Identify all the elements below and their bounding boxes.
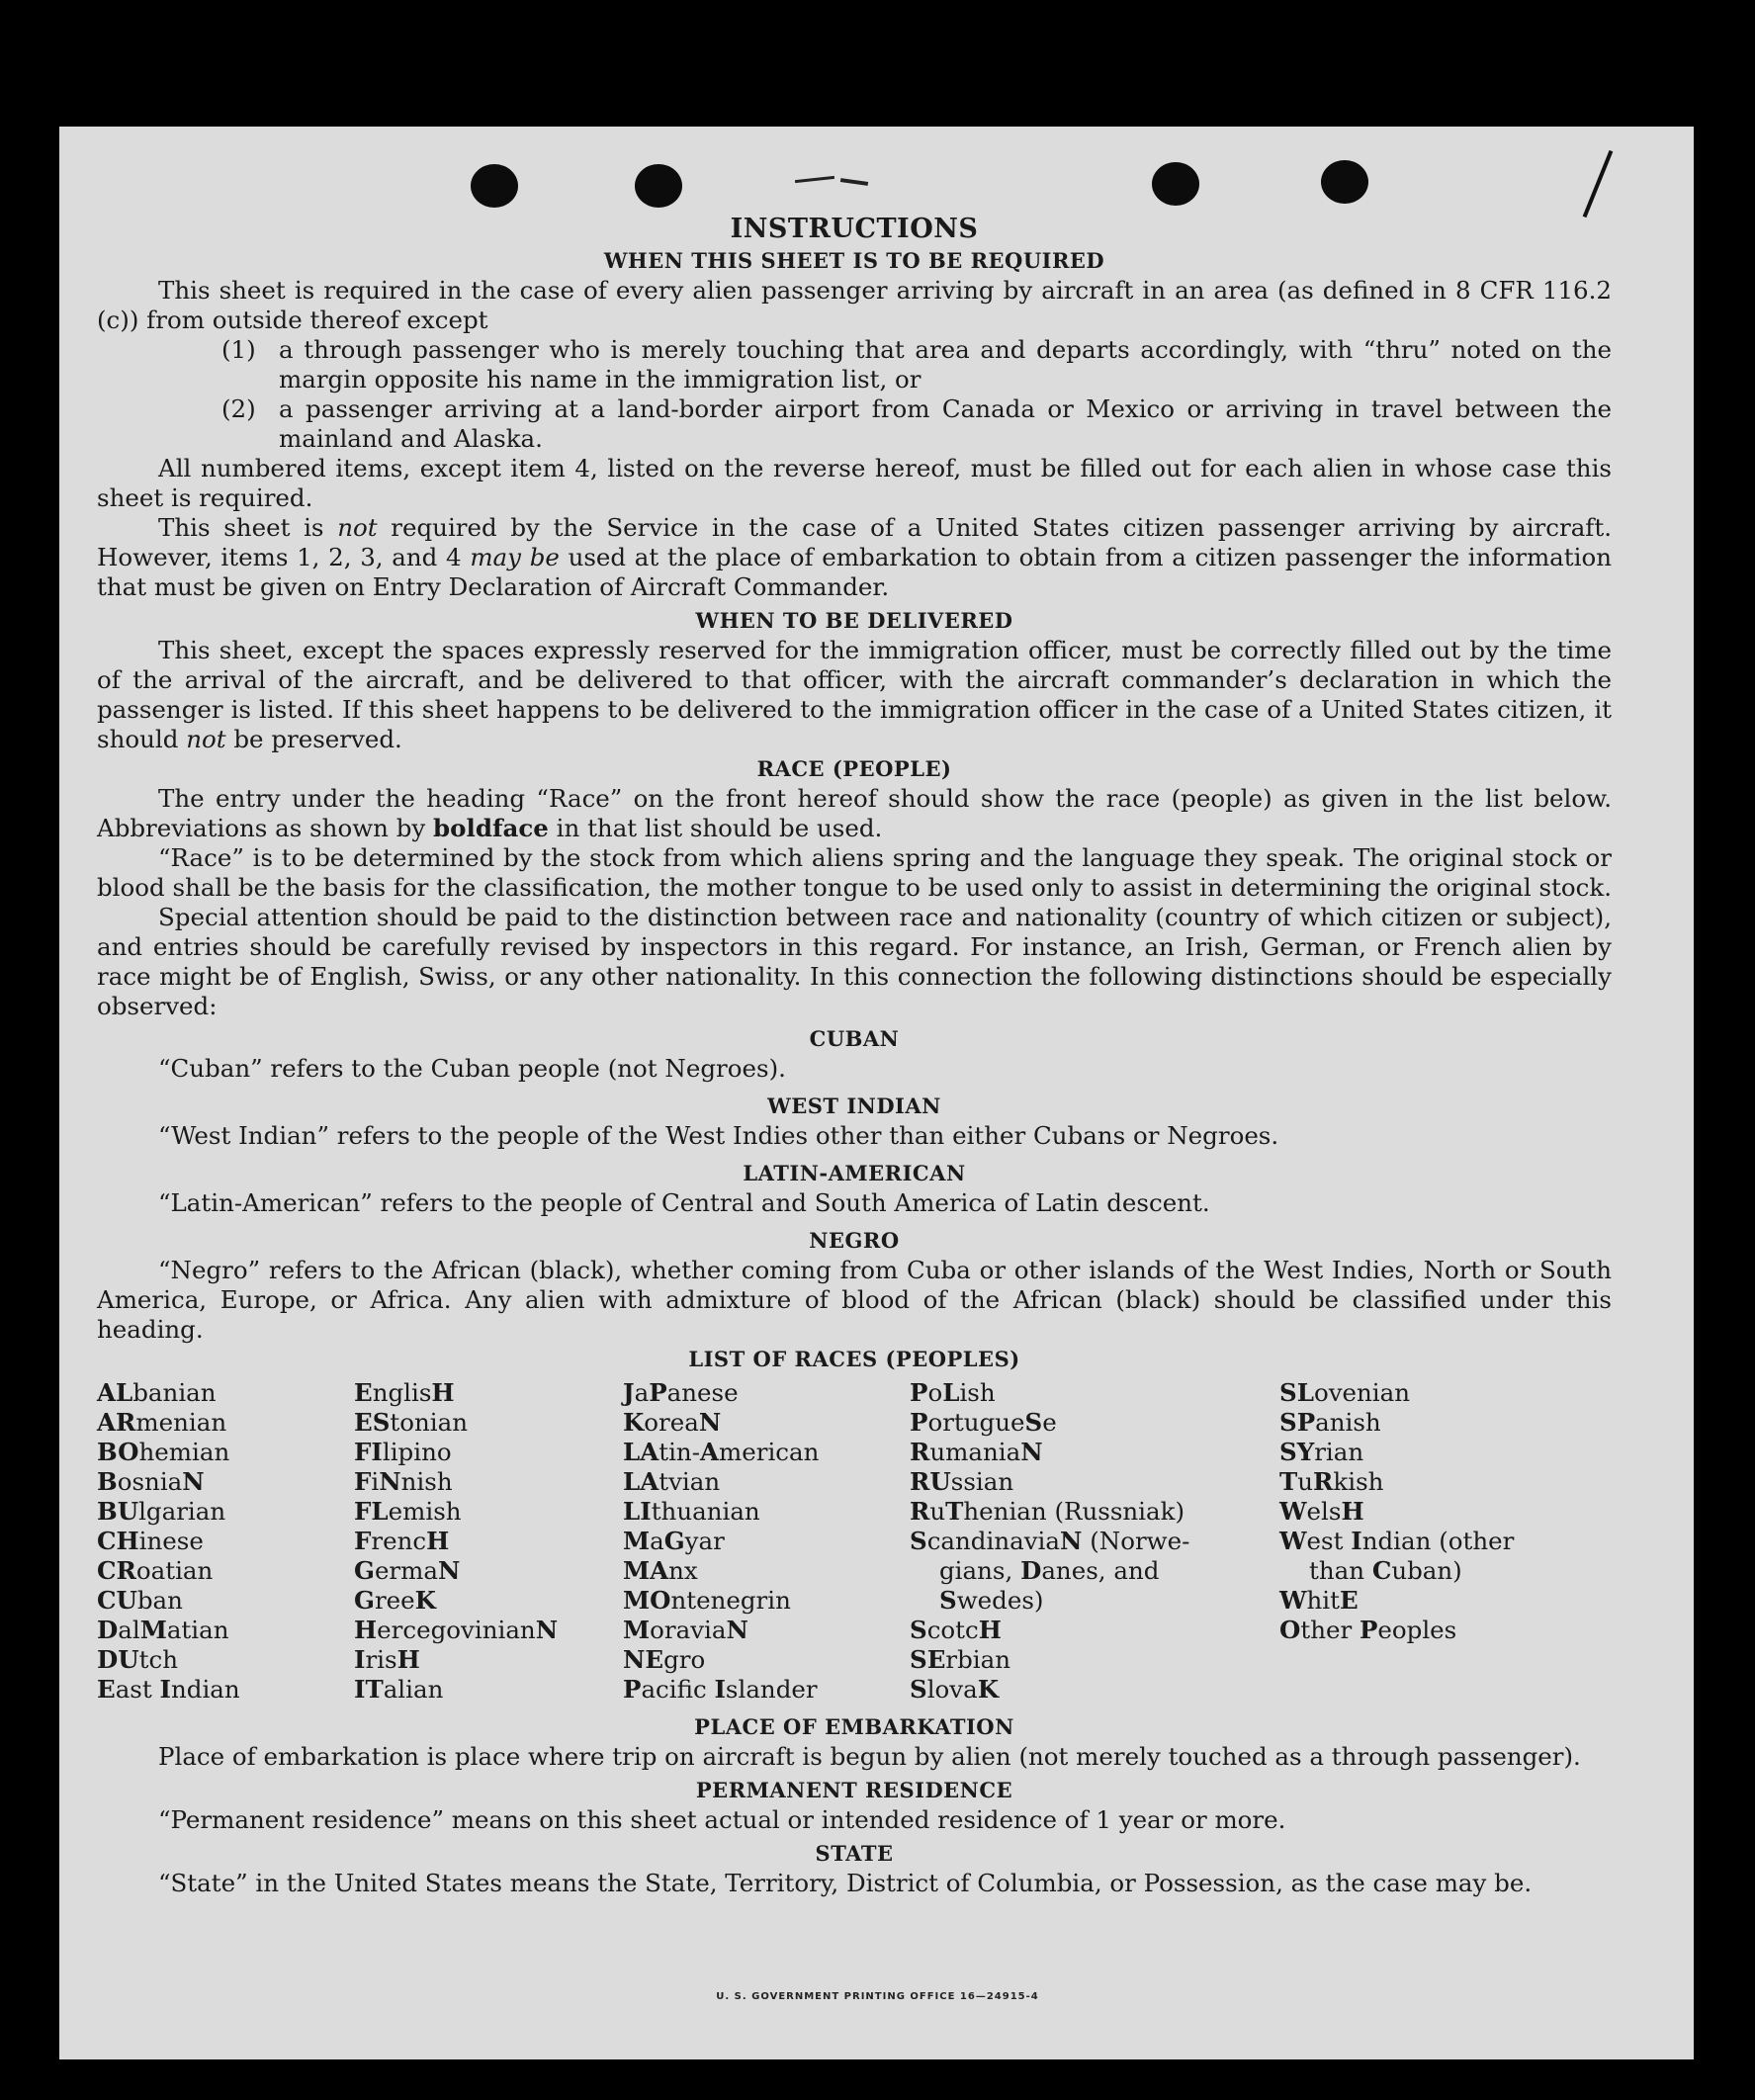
race-entry: HercegovinianN bbox=[354, 1616, 559, 1644]
page-title: INSTRUCTIONS bbox=[730, 214, 979, 244]
list-item: (1) a through passenger who is merely touching that area and departs accordingly, with “thru” noted on the margin opposite his name in the immigration list, or bbox=[221, 335, 1612, 394]
race-entry: MOntenegrin bbox=[623, 1586, 791, 1615]
punch-hole bbox=[1321, 160, 1368, 204]
race-entry: SlovaK bbox=[910, 1675, 1000, 1704]
race-entry: LAtvian bbox=[623, 1467, 721, 1496]
race-entry: MaGyar bbox=[623, 1527, 725, 1555]
paragraph: All numbered items, except item 4, listed on the reverse hereof, must be filled out for each alien in whose case this sheet is required. bbox=[97, 454, 1612, 512]
race-entry: FIlipino bbox=[354, 1438, 452, 1466]
race-entry: NEgro bbox=[623, 1645, 706, 1674]
section-heading: WEST INDIAN bbox=[767, 1094, 941, 1118]
race-entry: ITalian bbox=[354, 1675, 444, 1704]
paragraph: Place of embarkation is place where trip on aircraft is begun by alien (not merely touched as a through passenger). bbox=[158, 1742, 1581, 1771]
race-entry: RumaniaN bbox=[910, 1438, 1043, 1466]
definition: “West Indian” refers to the people of the West Indies other than either Cubans or Negroes. bbox=[158, 1121, 1279, 1150]
race-entry: JaPanese bbox=[623, 1378, 739, 1407]
race-entry: West Indian (other bbox=[1279, 1527, 1515, 1555]
list-item: (2) a passenger arriving at a land-border airport from Canada or Mexico or arriving in travel between the mainland and Alaska. bbox=[221, 394, 1612, 453]
race-entry: SYrian bbox=[1279, 1438, 1364, 1466]
paragraph: “State” in the United States means the State, Territory, District of Columbia, or Possession, as the case may be. bbox=[158, 1869, 1533, 1897]
instructions-body bbox=[97, 213, 1612, 1898]
definition: “Latin-American” refers to the people of Central and South America of Latin descent. bbox=[158, 1188, 1210, 1217]
race-entry: PortugueSe bbox=[910, 1408, 1057, 1437]
race-column bbox=[97, 1378, 354, 1705]
section-heading: PERMANENT RESIDENCE bbox=[695, 1778, 1013, 1802]
race-entry: DalMatian bbox=[97, 1616, 229, 1644]
race-entry: FiNnish bbox=[354, 1467, 453, 1496]
race-entry: CUban bbox=[97, 1586, 183, 1615]
section-heading: PLACE OF EMBARKATION bbox=[694, 1714, 1014, 1739]
race-entry: MAnx bbox=[623, 1556, 698, 1585]
section-heading: CUBAN bbox=[809, 1026, 900, 1051]
race-entry: IrisH bbox=[354, 1645, 420, 1674]
punch-hole bbox=[471, 164, 518, 208]
race-entry: SLovenian bbox=[1279, 1378, 1411, 1407]
race-entry: ALbanian bbox=[97, 1378, 217, 1407]
race-entry: gians, Danes, and bbox=[939, 1556, 1160, 1585]
paragraph: Special attention should be paid to the distinction between race and nationality (country of which citizen or subject), and entries should be carefully revised by inspectors in this regard. For instance, an Irish, German, or French alien by race might be of English, Swiss, or any other nationality. In this connection the following distinctions should be especially observed: bbox=[97, 903, 1612, 1020]
race-list bbox=[97, 1378, 1612, 1705]
paragraph: This sheet is not required by the Service in the case of a United States citizen passenger arriving by aircraft. However, items 1, 2, 3, and 4 may be used at the place of embarkation to obtain from a citizen passenger the information that must be given on Entry Declaration of Aircraft Commander. bbox=[97, 513, 1613, 601]
section-heading: RACE (PEOPLE) bbox=[756, 756, 952, 781]
race-entry: MoraviaN bbox=[623, 1616, 748, 1644]
race-entry: GermaN bbox=[354, 1556, 461, 1585]
race-entry: KoreaN bbox=[623, 1408, 722, 1437]
race-entry: BosniaN bbox=[97, 1467, 205, 1496]
paragraph: “Negro” refers to the African (black), whether coming from Cuba or other islands of the West Indies, North or South America, Europe, or Africa. Any alien with admixture of blood of the African (black) should be classified under this heading. bbox=[97, 1256, 1612, 1344]
race-entry: CHinese bbox=[97, 1527, 204, 1555]
race-entry: SErbian bbox=[910, 1645, 1011, 1674]
race-entry: BUlgarian bbox=[97, 1497, 226, 1526]
race-entry: WhitE bbox=[1279, 1586, 1359, 1615]
punch-hole bbox=[1152, 162, 1199, 206]
race-entry: ScandinaviaN (Norwe- bbox=[910, 1527, 1190, 1555]
paragraph: “Race” is to be determined by the stock from which aliens spring and the language they speak. The original stock or blood shall be the basis for the classification, the mother tongue to be used only to assist in determining the original stock. bbox=[97, 843, 1613, 902]
race-entry: LAtin-American bbox=[623, 1438, 820, 1466]
definition: “Cuban” refers to the Cuban people (not Negroes). bbox=[158, 1054, 786, 1083]
section-heading: STATE bbox=[815, 1841, 894, 1866]
race-entry: ScotcH bbox=[910, 1616, 1002, 1644]
race-entry: PoLish bbox=[910, 1378, 996, 1407]
section-heading: WHEN THIS SHEET IS TO BE REQUIRED bbox=[603, 248, 1105, 273]
definition: “Permanent residence” means on this sheet actual or intended residence of 1 year or more. bbox=[158, 1805, 1286, 1834]
section-heading: LIST OF RACES (PEOPLES) bbox=[688, 1347, 1020, 1371]
race-entry: East Indian bbox=[97, 1675, 240, 1704]
ink-mark bbox=[795, 176, 834, 183]
race-column bbox=[354, 1378, 623, 1705]
race-column bbox=[1279, 1378, 1576, 1705]
race-entry: EnglisH bbox=[354, 1378, 455, 1407]
race-entry: DUtch bbox=[97, 1645, 178, 1674]
race-entry: RUssian bbox=[910, 1467, 1014, 1496]
section-heading: NEGRO bbox=[809, 1228, 900, 1253]
race-entry: Pacific Islander bbox=[623, 1675, 818, 1704]
paragraph: This sheet is required in the case of every alien passenger arriving by aircraft in an area (as defined in 8 CFR 116.2 (c)) from outside thereof except bbox=[97, 276, 1612, 334]
race-entry: LIthuanian bbox=[623, 1497, 760, 1526]
race-entry: CRoatian bbox=[97, 1556, 214, 1585]
ink-mark bbox=[840, 178, 868, 186]
race-entry: SPanish bbox=[1279, 1408, 1381, 1437]
printer-imprint: U. S. GOVERNMENT PRINTING OFFICE 16—24915-4 bbox=[716, 1991, 1039, 2002]
race-entry: EStonian bbox=[354, 1408, 468, 1437]
race-entry: RuThenian (Russniak) bbox=[910, 1497, 1185, 1526]
race-entry: GreeK bbox=[354, 1586, 436, 1615]
race-entry: ARmenian bbox=[97, 1408, 227, 1437]
race-column bbox=[910, 1378, 1279, 1705]
race-entry: FLemish bbox=[354, 1497, 462, 1526]
race-column bbox=[623, 1378, 910, 1705]
race-entry: WelsH bbox=[1279, 1497, 1364, 1526]
section-heading: LATIN-AMERICAN bbox=[743, 1161, 966, 1185]
race-entry: than Cuban) bbox=[1309, 1556, 1462, 1585]
race-entry: TuRkish bbox=[1279, 1467, 1384, 1496]
race-entry: Other Peoples bbox=[1279, 1616, 1457, 1644]
paragraph: This sheet, except the spaces expressly reserved for the immigration officer, must be correctly filled out by the time of the arrival of the aircraft, and be delivered to that officer, with the aircraft commander’s declaration in which the passenger is listed. If this sheet happens to be delivered to the immigration officer in the case of a United States citizen, it should not be preserved. bbox=[97, 636, 1612, 753]
race-entry: Swedes) bbox=[939, 1586, 1044, 1615]
race-entry: FrencH bbox=[354, 1527, 450, 1555]
paragraph: The entry under the heading “Race” on the front hereof should show the race (people) as given in the list below. Abbreviations as shown by boldface in that list should be used. bbox=[97, 784, 1612, 842]
race-entry: BOhemian bbox=[97, 1438, 230, 1466]
section-heading: WHEN TO BE DELIVERED bbox=[695, 608, 1013, 633]
punch-hole bbox=[635, 164, 682, 208]
